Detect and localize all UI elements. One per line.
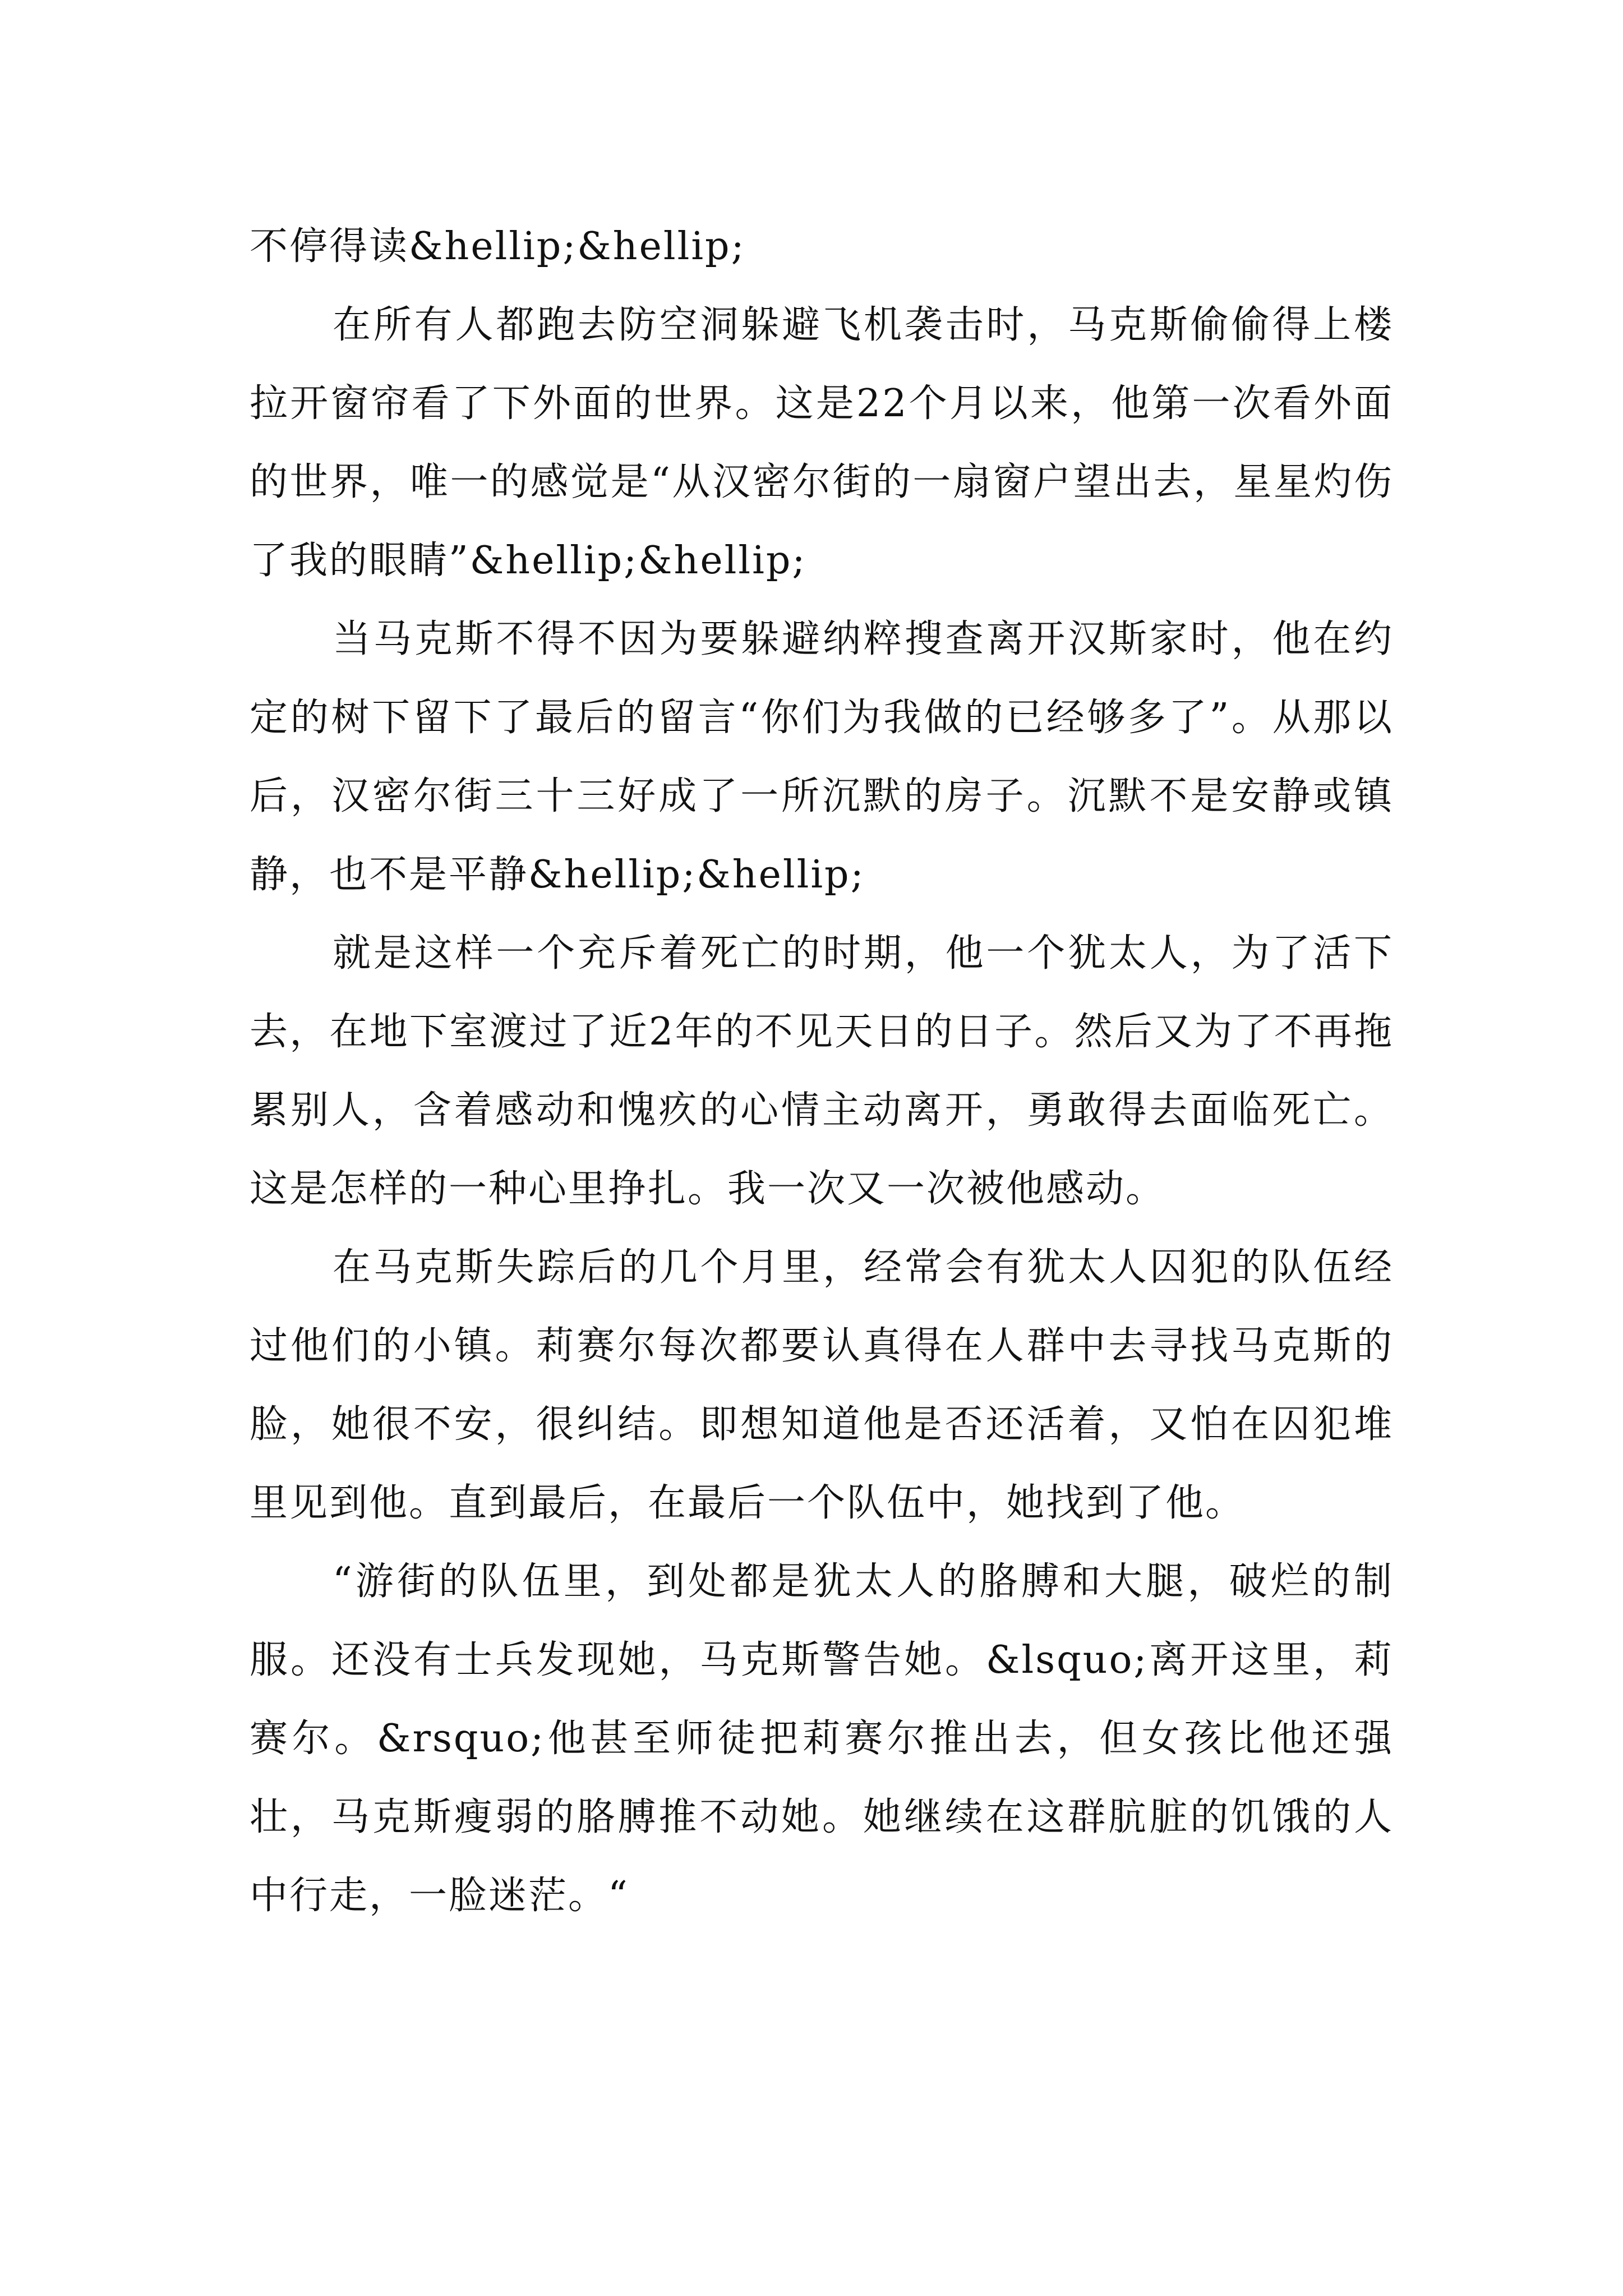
paragraph-search-prisoners: 在马克斯失踪后的几个月里，经常会有犹太人囚犯的队伍经过他们的小镇。莉赛尔每次都要认真得在人群中去寻找马克斯的脸，她很不安，很纠结。即想知道他是否还活着，又怕在囚犯堆里见到他。直到最后，在最后一个队伍中，她找到了他。	[250, 1245, 1394, 1525]
document-body	[250, 208, 1394, 1935]
paragraph-max-leaves: 当马克斯不得不因为要躲避纳粹搜查离开汉斯家时，他在约定的树下留下了最后的留言“你们为我做的已经够多了”。从那以后，汉密尔街三十三好成了一所沉默的房子。沉默不是安静或镇静，也不是平静&hellip;&hellip;	[250, 617, 1394, 897]
paragraph-continuation: 不停得读&hellip;&hellip;	[250, 224, 746, 269]
paragraph-reflection: 就是这样一个充斥着死亡的时期，他一个犹太人，为了活下去，在地下室渡过了近2年的不见天日的日子。然后又为了不再拖累别人，含着感动和愧疚的心情主动离开，勇敢得去面临死亡。这是怎样的一种心里挣扎。我一次又一次被他感动。	[250, 931, 1394, 1211]
paragraph-max-window: 在所有人都跑去防空洞躲避飞机袭击时，马克斯偷偷得上楼拉开窗帘看了下外面的世界。这是22个月以来，他第一次看外面的世界，唯一的感觉是“从汉密尔街的一扇窗户望出去，星星灼伤了我的眼睛”&hellip;&hellip;	[250, 303, 1394, 583]
paragraph-quote: “游街的队伍里，到处都是犹太人的胳膊和大腿，破烂的制服。还没有士兵发现她，马克斯警告她。&lsquo;离开这里，莉赛尔。&rsquo;他甚至师徒把莉赛尔推出去，但女孩比他还强壮，马克斯瘦弱的胳膊推不动她。她继续在这群肮脏的饥饿的人中行走，一脸迷茫。“	[250, 1559, 1394, 1918]
